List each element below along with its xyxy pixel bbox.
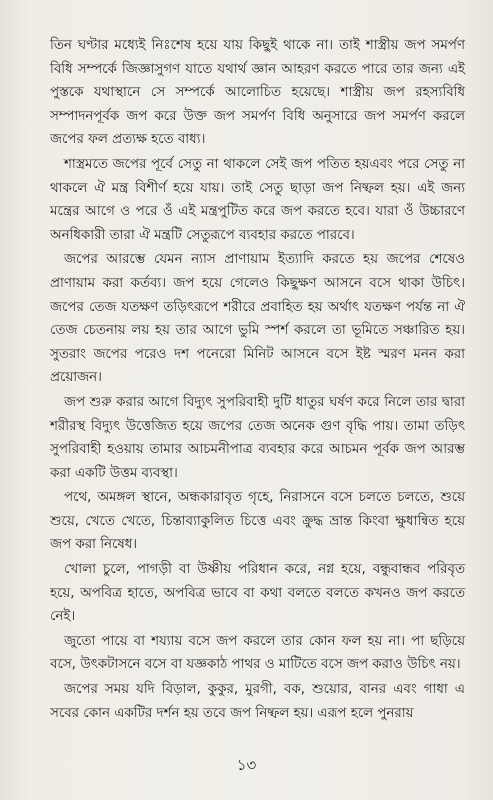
paragraph: তিন ঘণ্টার মধ্যেই নিঃশেষ হয়ে যায় কিছুই থাকে না। তাই শাস্ত্রীয় জপ সমর্পণ বিধি সম্পর্কে জিজ্ঞাসুগণ যাতে যথার্থ জ্ঞান আহরণ করতে পারে তার জন্য এই পুস্তকে যথাস্থানে সে সম্পর্কে আলোচিত হয়েছে। শাস্ত্রীয় জপ রহস্যবিধি সম্পাদনপূর্বক জপ করে উক্ত জপ সমর্পণ বিধি অনুসারে জপ সমর্পণ করলে জপের ফল প্রত্যক্ষ হতে বাধ্য। xyxy=(50,38,465,148)
paragraph: পথে, অমঙ্গল স্থানে, অন্ধকারাবৃত গৃহে, নিরাসনে বসে চলতে চলতে, শুয়ে শুয়ে, খেতে খেতে, চিন্তাব্যাকুলিত চিত্তে এবং ক্রুদ্ধ ভ্রান্ত কিংবা ক্ষুধান্বিত হয়ে জপ করা নিষেধ। xyxy=(50,490,465,553)
paragraph: শাস্ত্রমতে জপের পূর্বে সেতু না থাকলে সেই জপ পতিত হয়এবং পরে সেতু না থাকলে ঐ মন্ত্র বিশীর্ণ হয়ে যায়। তাই সেতু ছাড়া জপ নিষ্ফল হয়। এই জন্য মন্ত্রের আগে ও পরে ওঁ এই মন্ত্রপুটিত করে জপ করতে হবে। যারা ওঁ উচ্চারণে অনধিকারী তারা ঐ মন্ত্রটি সেতুরূপে ব্যবহার করতে পারবে। xyxy=(50,156,465,243)
body-text xyxy=(50,34,465,726)
paragraph: জপের আরম্ভে যেমন ন্যাস প্রাণায়াম ইত্যাদি করতে হয় জপের শেষেও প্রাণায়াম করা কর্তব্য। জপ হয়ে গেলেও কিছুক্ষণ আসনে বসে থাকা উচিৎ। জপের তেজ যতক্ষণ তড়িৎরূপে শরীরে প্রবাহিত হয় অর্থাৎ যতক্ষণ পর্যন্ত না ঐ তেজ চেতনায় লয় হয় তার আগে ভুমি স্পর্শ করলে তা ভূমিতে সঞ্চারিত হয়। সুতরাং জপের পরেও দশ পনেরো মিনিট আসনে বসে ইষ্ট স্মরণ মনন করা প্রয়োজন। xyxy=(50,252,465,386)
paragraph: জপ শুরু করার আগে বিদ্যুৎ সুপরিবাহী দুটি ধাতুর ঘর্ষণ করে নিলে তার দ্বারা শরীরস্থ বিদ্যুৎ উত্তেজিত হয়ে জপের তেজ অনেক গুণ বৃদ্ধি পায়। তামা তড়িৎ সুপরিবাহী হওয়ায় তামার আচমনীপাত্র ব্যবহার করে আচমন পূর্বক জপ আরম্ভ করা একটি উত্তম ব্যবস্থা। xyxy=(50,394,465,481)
paragraph: খোলা চুলে, পাগড়ী বা উষ্ণীয় পরিধান করে, নগ্ন হয়ে, বন্ধুবান্ধব পরিবৃত হয়ে, অপবিত্র হাতে, অপবিত্র ভাবে বা কথা বলতে বলতে কখনও জপ করতে নেই। xyxy=(50,562,465,625)
paragraph: জপের সময় যদি বিড়াল, কুকুর, মুরগী, বক, শুয়োর, বানর এবং গাধা এ সবের কোন একটির দর্শন হয় তবে জপ নিষ্ফল হয়। এরূপ হলে পুনরায় xyxy=(50,682,465,721)
page-number: ১৩ xyxy=(236,756,257,774)
paragraph: জুতো পায়ে বা শয্যায় বসে জপ করলে তার কোন ফল হয় না। পা ছড়িয়ে বসে, উৎকটাসনে বসে বা যজ্ঞকাঠ পাথর ও মাটিতে বসে জপ করাও উচিৎ নয়। xyxy=(50,633,465,673)
